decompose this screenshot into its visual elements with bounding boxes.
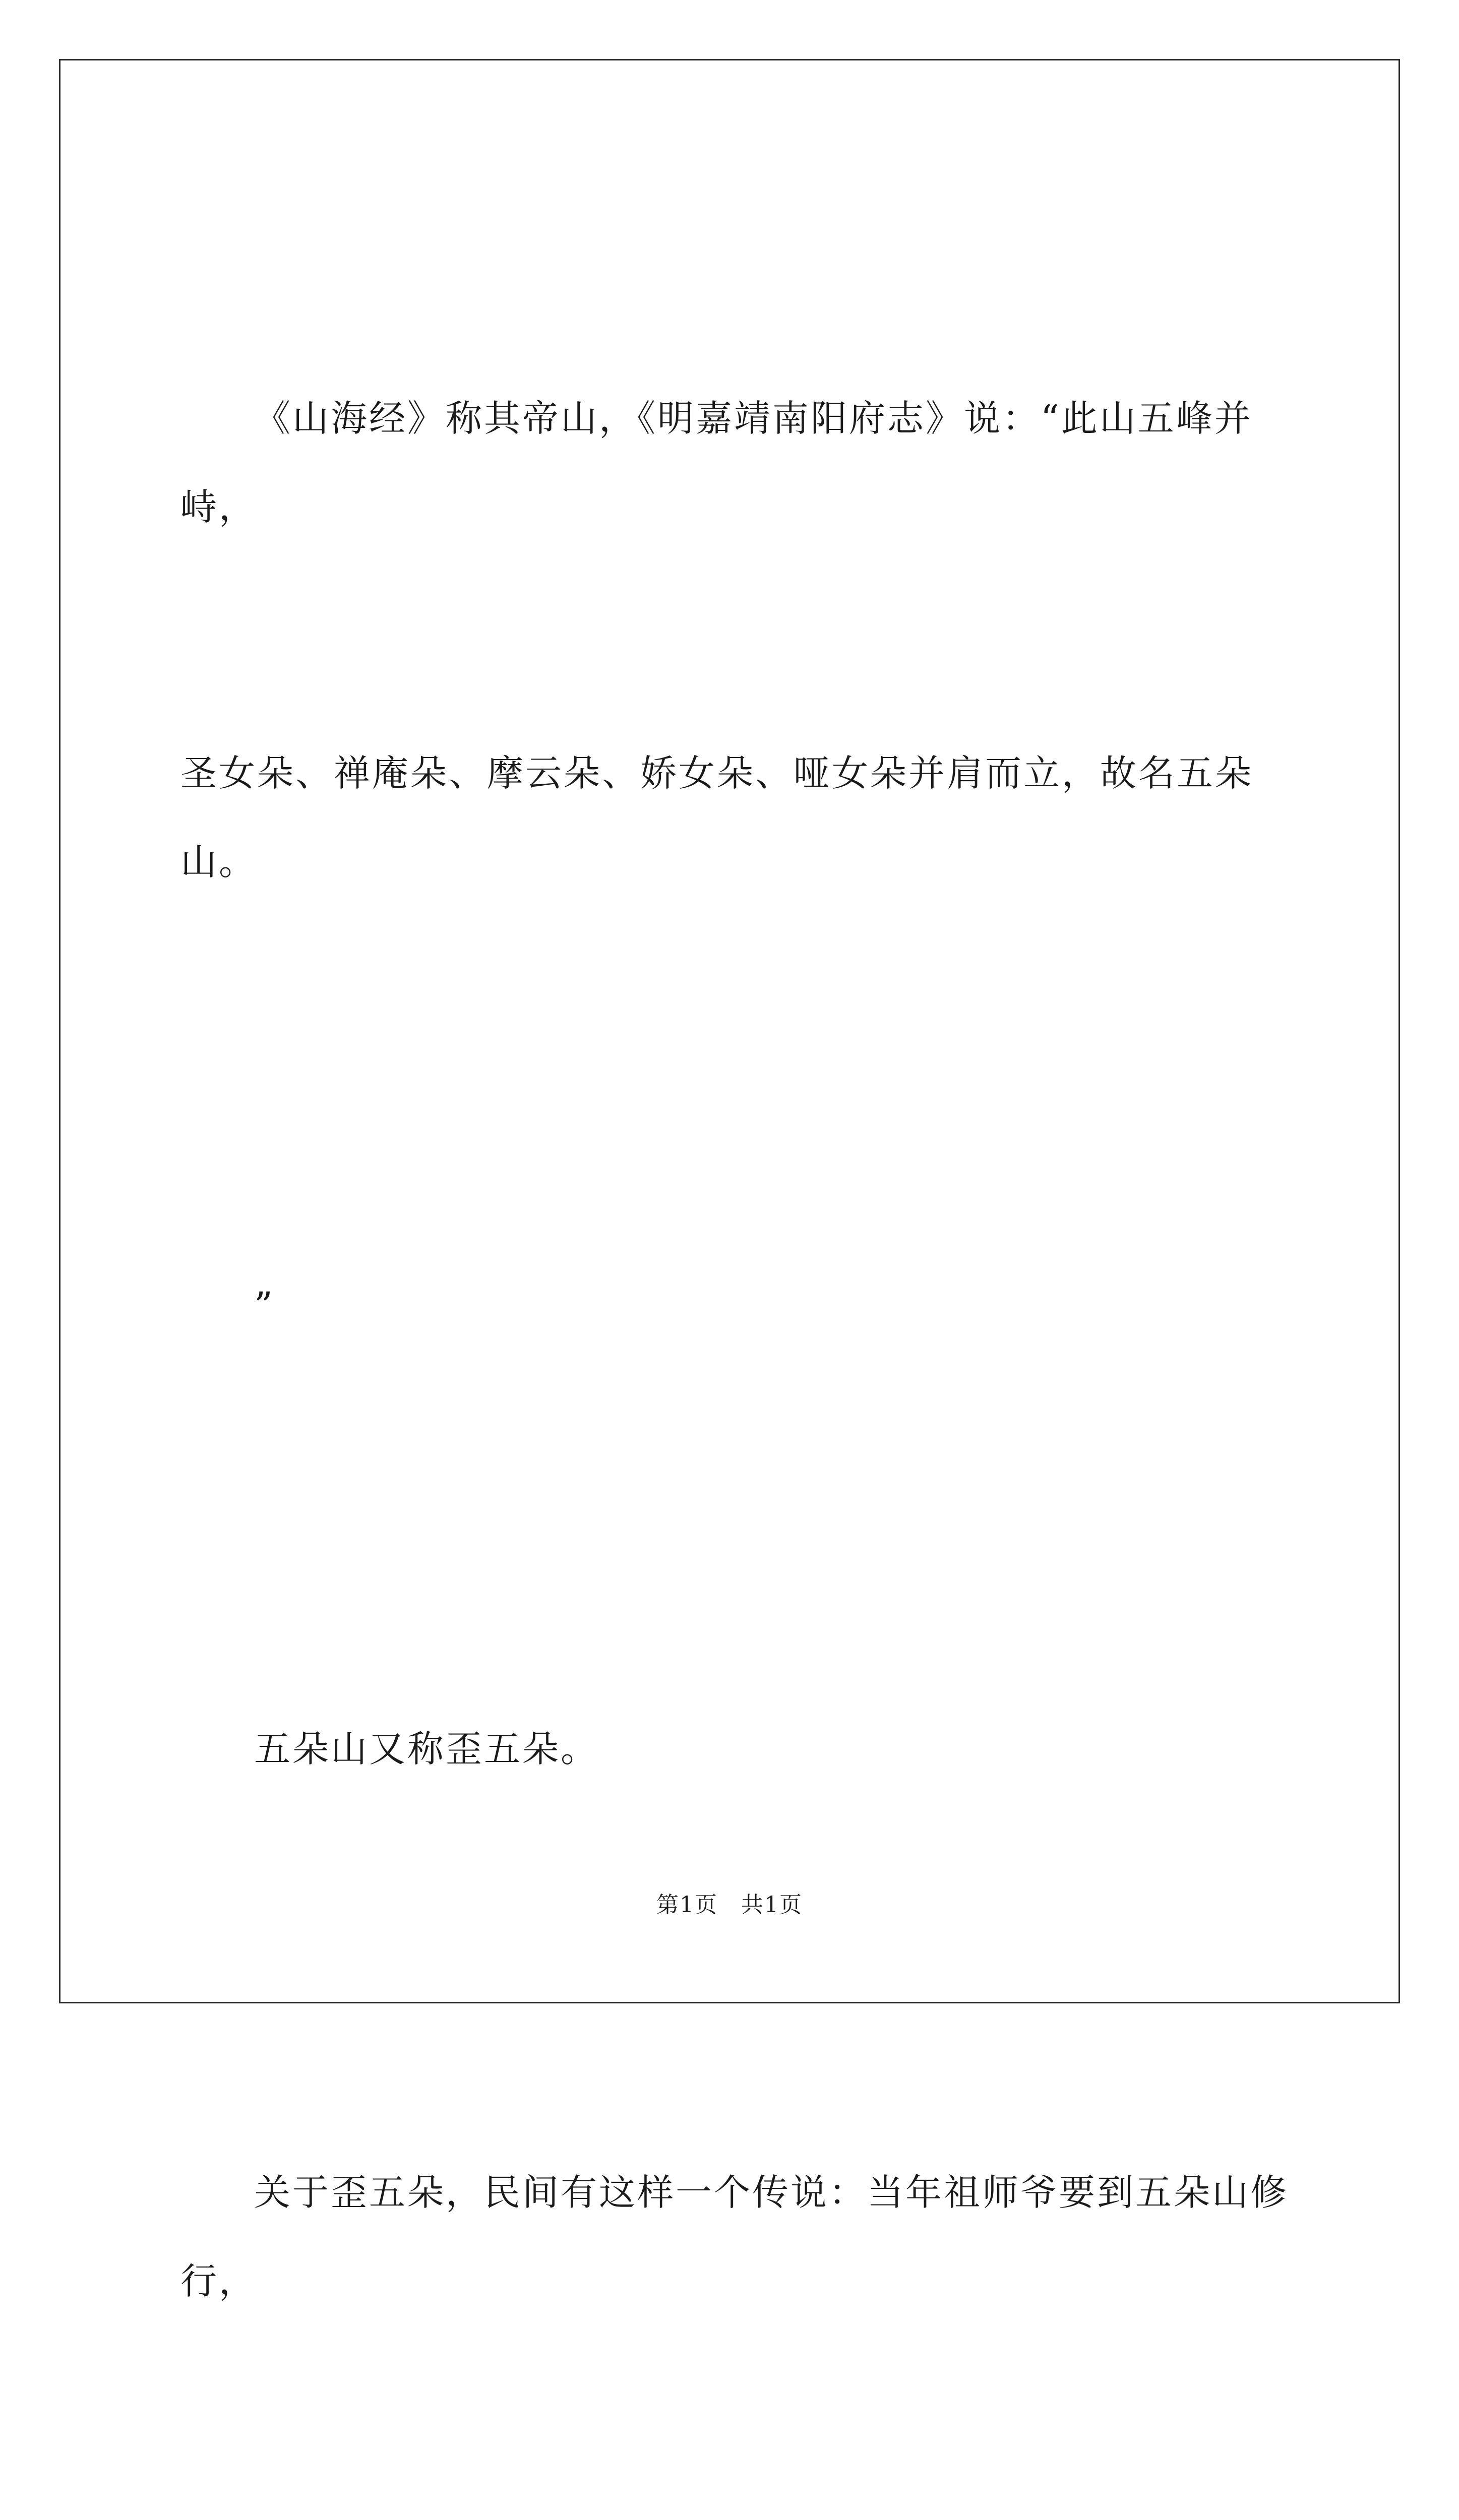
text-line: 五朵山又称歪五朵。 bbox=[254, 1728, 599, 1770]
document-body bbox=[180, 197, 1290, 2520]
text-line: 关于歪五朵，民间有这样一个传说：当年祖师爷要到五朵山修行， bbox=[180, 2171, 1289, 2302]
text-line: ” bbox=[254, 1284, 275, 1327]
page-footer: 第1页 共1页 bbox=[656, 1892, 803, 1918]
text-line: 圣女朵、禅庵朵、摩云朵、娇女朵、哑女朵并肩而立，故名五朵山。 bbox=[180, 752, 1254, 883]
text-line: 《山海经》称其帝山，《明嘉靖南阳府志》说：“此山五峰并峙， bbox=[180, 397, 1253, 528]
text-line bbox=[180, 2503, 1290, 2520]
paragraph-4 bbox=[180, 1971, 1290, 2520]
paragraph-1 bbox=[180, 197, 1290, 1084]
paragraph-2 bbox=[180, 1084, 1290, 1527]
